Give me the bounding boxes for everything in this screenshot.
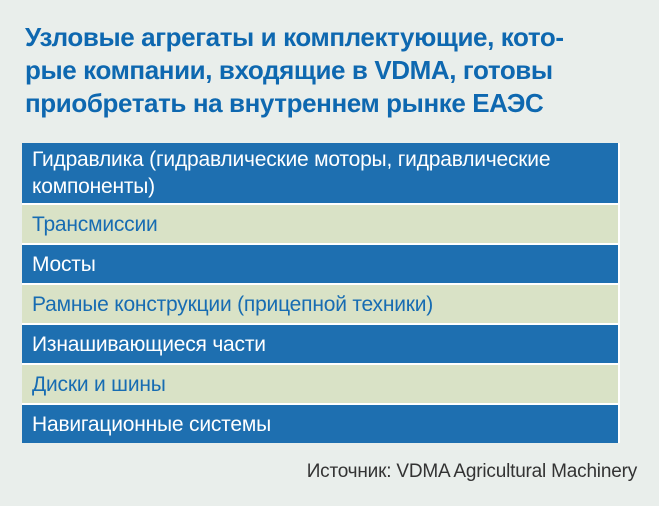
table-row-label: Диски и шины	[32, 372, 166, 396]
page-title	[25, 21, 640, 120]
table-row-label: Рамные конструкции (прицепной техники)	[32, 292, 434, 316]
table-row-label: Мосты	[32, 252, 96, 276]
page-title-line-2: рые компании, входящие в VDMA, готовы	[25, 55, 553, 85]
table-row-label: Навигационные системы	[32, 412, 271, 436]
table-row-label: Гидравлика (гидравлические моторы, гидравлические компоненты)	[32, 148, 551, 198]
table-row-label: Изнашивающиеся части	[32, 332, 266, 356]
table-row-wheels-tires	[22, 365, 618, 403]
source-line: Источник: VDMA Agricultural Machinery	[306, 461, 637, 482]
table-row-wear-parts	[22, 325, 618, 363]
page-title-line-3: приобретать на внутреннем рынке ЕАЭС	[25, 88, 544, 118]
page-title-line-1: Узловые агрегаты и комплектующие, кото-	[25, 22, 564, 52]
components-table	[22, 143, 620, 443]
table-row-frames	[22, 285, 618, 323]
table-row-label: Трансмиссии	[32, 212, 158, 236]
table-row-transmissions	[22, 205, 618, 243]
table-row-navigation	[22, 405, 618, 443]
table-row-hydraulics	[22, 143, 618, 203]
table-row-axles	[22, 245, 618, 283]
